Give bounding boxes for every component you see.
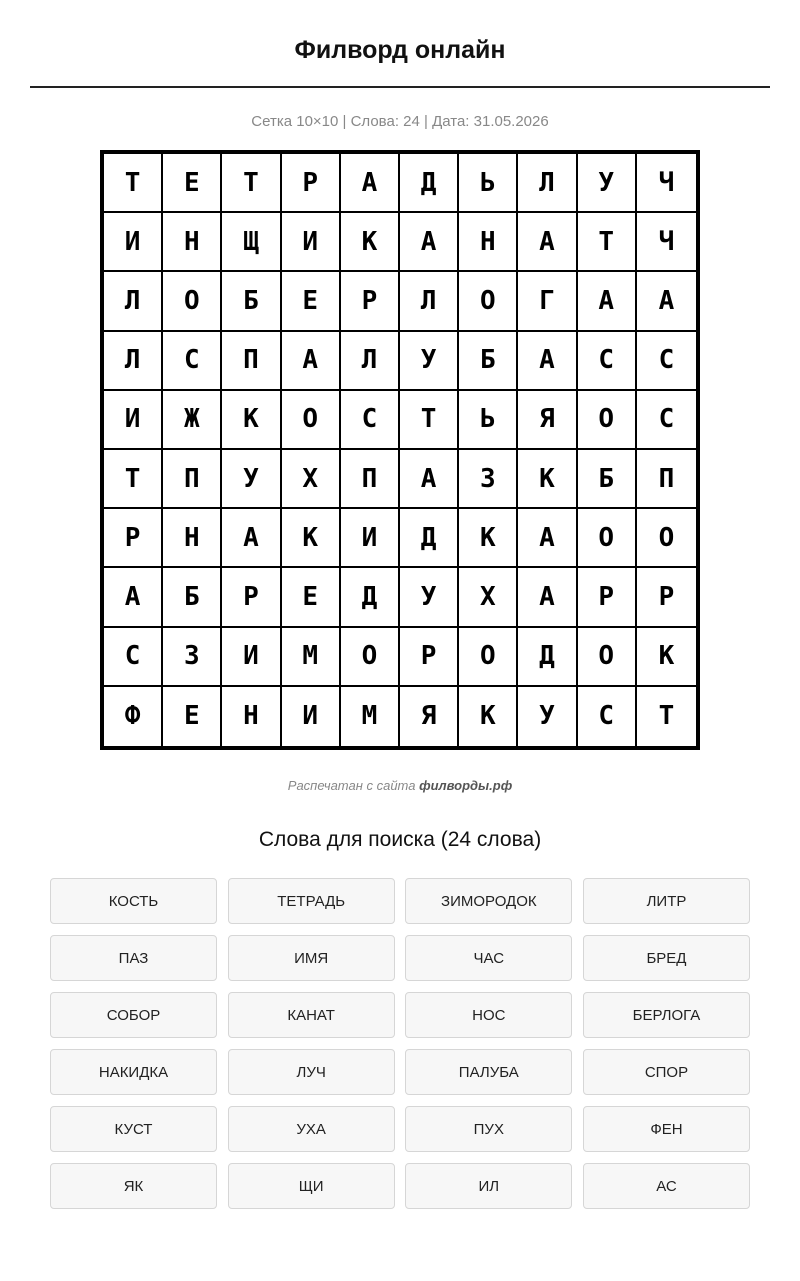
- grid-cell[interactable]: Я: [518, 391, 577, 450]
- grid-cell[interactable]: А: [637, 272, 696, 331]
- grid-cell[interactable]: С: [163, 332, 222, 391]
- grid-cell[interactable]: Е: [282, 568, 341, 627]
- grid-cell[interactable]: И: [282, 687, 341, 746]
- grid-cell[interactable]: С: [341, 391, 400, 450]
- grid-cell[interactable]: О: [578, 628, 637, 687]
- grid-cell[interactable]: Е: [163, 687, 222, 746]
- grid-cell[interactable]: И: [104, 213, 163, 272]
- fillword-grid: [100, 150, 700, 750]
- grid-cell[interactable]: А: [400, 450, 459, 509]
- grid-meta-info: Сетка 10×10 | Слова: 24 | Дата: 31.05.2026: [251, 113, 549, 130]
- grid-cell[interactable]: О: [637, 509, 696, 568]
- printed-from-prefix: Распечатан с сайта: [287, 778, 420, 793]
- grid-cell[interactable]: Н: [222, 687, 281, 746]
- word-chip[interactable]: ЗИМОРОДОК: [405, 878, 572, 924]
- grid-cell[interactable]: Р: [104, 509, 163, 568]
- grid-cell[interactable]: Н: [163, 213, 222, 272]
- grid-cell[interactable]: Ф: [104, 687, 163, 746]
- grid-cell[interactable]: И: [222, 628, 281, 687]
- grid-cell[interactable]: К: [341, 213, 400, 272]
- word-chip[interactable]: ФЕН: [583, 1106, 750, 1152]
- page-title: Филворд онлайн: [294, 36, 506, 64]
- grid-cell[interactable]: З: [459, 450, 518, 509]
- word-chip[interactable]: УХА: [228, 1106, 395, 1152]
- grid-cell[interactable]: А: [222, 509, 281, 568]
- grid-cell[interactable]: А: [518, 332, 577, 391]
- grid-cell[interactable]: Л: [518, 154, 577, 213]
- grid-cell[interactable]: Т: [222, 154, 281, 213]
- word-chip[interactable]: АС: [583, 1163, 750, 1209]
- word-chip[interactable]: БЕРЛОГА: [583, 992, 750, 1038]
- word-chip[interactable]: НОС: [405, 992, 572, 1038]
- word-chip[interactable]: ПАЗ: [50, 935, 217, 981]
- word-chip[interactable]: ЩИ: [228, 1163, 395, 1209]
- word-chip[interactable]: ПАЛУБА: [405, 1049, 572, 1095]
- grid-cell[interactable]: К: [637, 628, 696, 687]
- word-chip[interactable]: ЛИТР: [583, 878, 750, 924]
- grid-cell[interactable]: Б: [163, 568, 222, 627]
- grid-cell[interactable]: М: [282, 628, 341, 687]
- word-list-heading: Слова для поиска (24 слова): [258, 828, 542, 851]
- grid-cell[interactable]: П: [163, 450, 222, 509]
- grid-cell[interactable]: О: [282, 391, 341, 450]
- grid-cell[interactable]: Д: [518, 628, 577, 687]
- grid-cell[interactable]: Я: [400, 687, 459, 746]
- grid-cell[interactable]: Л: [104, 272, 163, 331]
- word-chip[interactable]: КУСТ: [50, 1106, 217, 1152]
- grid-cell[interactable]: М: [341, 687, 400, 746]
- title-divider: [30, 86, 770, 88]
- grid-cell[interactable]: Д: [400, 154, 459, 213]
- word-chip[interactable]: ИМЯ: [228, 935, 395, 981]
- grid-cell[interactable]: О: [578, 391, 637, 450]
- grid-cell[interactable]: Ч: [637, 213, 696, 272]
- grid-cell[interactable]: Л: [104, 332, 163, 391]
- word-chip[interactable]: ТЕТРАДЬ: [228, 878, 395, 924]
- grid-cell[interactable]: Т: [104, 450, 163, 509]
- printed-from-note: [0, 778, 800, 793]
- grid-cell[interactable]: Б: [222, 272, 281, 331]
- grid-cell[interactable]: Р: [578, 568, 637, 627]
- grid-cell[interactable]: Т: [658, 701, 675, 732]
- grid-cell[interactable]: О: [459, 272, 518, 331]
- grid-cell[interactable]: Б: [578, 450, 637, 509]
- grid-cell[interactable]: Т: [400, 391, 459, 450]
- grid-cell[interactable]: О: [459, 628, 518, 687]
- grid-cell[interactable]: П: [341, 450, 400, 509]
- word-chip[interactable]: ЧАС: [405, 935, 572, 981]
- grid-cell[interactable]: Р: [637, 568, 696, 627]
- grid-cell[interactable]: У: [518, 687, 577, 746]
- grid-cell[interactable]: Р: [400, 628, 459, 687]
- grid-cell[interactable]: Л: [400, 272, 459, 331]
- grid-cell[interactable]: К: [459, 509, 518, 568]
- grid-cell[interactable]: С: [104, 628, 163, 687]
- grid-cell[interactable]: Г: [518, 272, 577, 331]
- grid-cell[interactable]: Н: [459, 213, 518, 272]
- grid-cell[interactable]: Щ: [222, 213, 281, 272]
- grid-cell[interactable]: К: [222, 391, 281, 450]
- grid-cell[interactable]: П: [222, 332, 281, 391]
- word-chip[interactable]: ЯК: [50, 1163, 217, 1209]
- grid-cell[interactable]: У: [400, 332, 459, 391]
- word-chip[interactable]: СПОР: [583, 1049, 750, 1095]
- grid-cell[interactable]: Д: [400, 509, 459, 568]
- grid-cell[interactable]: Е: [163, 154, 222, 213]
- grid-cell[interactable]: А: [518, 568, 577, 627]
- grid-cell[interactable]: С: [578, 687, 637, 746]
- grid-cell[interactable]: Т: [104, 154, 163, 213]
- grid-cell[interactable]: Ь: [459, 391, 518, 450]
- word-chip[interactable]: КАНАТ: [228, 992, 395, 1038]
- grid-cell[interactable]: С: [578, 332, 637, 391]
- grid-cell[interactable]: А: [104, 568, 163, 627]
- grid-cell[interactable]: К: [459, 687, 518, 746]
- grid-cell[interactable]: З: [163, 628, 222, 687]
- grid-cell[interactable]: Р: [341, 272, 400, 331]
- grid-cell[interactable]: К: [518, 450, 577, 509]
- grid-cell[interactable]: А: [282, 332, 341, 391]
- grid-cell[interactable]: О: [578, 509, 637, 568]
- grid-cell[interactable]: Б: [459, 332, 518, 391]
- grid-cell[interactable]: И: [282, 213, 341, 272]
- grid-cell[interactable]: У: [400, 568, 459, 627]
- word-chip[interactable]: ИЛ: [405, 1163, 572, 1209]
- grid-cell[interactable]: Р: [282, 154, 341, 213]
- grid-cell[interactable]: И: [341, 509, 400, 568]
- grid-cell[interactable]: О: [341, 628, 400, 687]
- grid-cell[interactable]: С: [637, 391, 696, 450]
- grid-cell[interactable]: У: [578, 154, 637, 213]
- grid-cell[interactable]: И: [104, 391, 163, 450]
- grid-cell[interactable]: Ж: [163, 391, 222, 450]
- word-chip[interactable]: КОСТЬ: [50, 878, 217, 924]
- site-name: филворды.рф: [419, 778, 513, 793]
- grid-cell[interactable]: К: [282, 509, 341, 568]
- grid-cell[interactable]: А: [518, 509, 577, 568]
- grid-cell[interactable]: Е: [282, 272, 341, 331]
- grid-cell[interactable]: Д: [341, 568, 400, 627]
- word-chip[interactable]: СОБОР: [50, 992, 217, 1038]
- grid-cell[interactable]: А: [400, 213, 459, 272]
- grid-cell[interactable]: У: [222, 450, 281, 509]
- grid-cell[interactable]: Т: [578, 213, 637, 272]
- word-chip[interactable]: ПУХ: [405, 1106, 572, 1152]
- word-chip[interactable]: ЛУЧ: [228, 1049, 395, 1095]
- word-list: [50, 878, 750, 1209]
- grid-cell[interactable]: А: [518, 213, 577, 272]
- grid-cell[interactable]: А: [341, 154, 400, 213]
- grid-cell[interactable]: Л: [341, 332, 400, 391]
- word-chip[interactable]: БРЕД: [583, 935, 750, 981]
- grid-cell[interactable]: Р: [222, 568, 281, 627]
- grid-cell[interactable]: Ь: [459, 154, 518, 213]
- grid-cell[interactable]: П: [637, 450, 696, 509]
- grid-cell[interactable]: Ч: [637, 154, 696, 213]
- grid-cell[interactable]: Х: [459, 568, 518, 627]
- word-chip[interactable]: НАКИДКА: [50, 1049, 217, 1095]
- grid-cell[interactable]: С: [637, 332, 696, 391]
- grid-cell[interactable]: А: [578, 272, 637, 331]
- grid-cell[interactable]: Х: [282, 450, 341, 509]
- grid-cell[interactable]: О: [163, 272, 222, 331]
- grid-cell[interactable]: Н: [163, 509, 222, 568]
